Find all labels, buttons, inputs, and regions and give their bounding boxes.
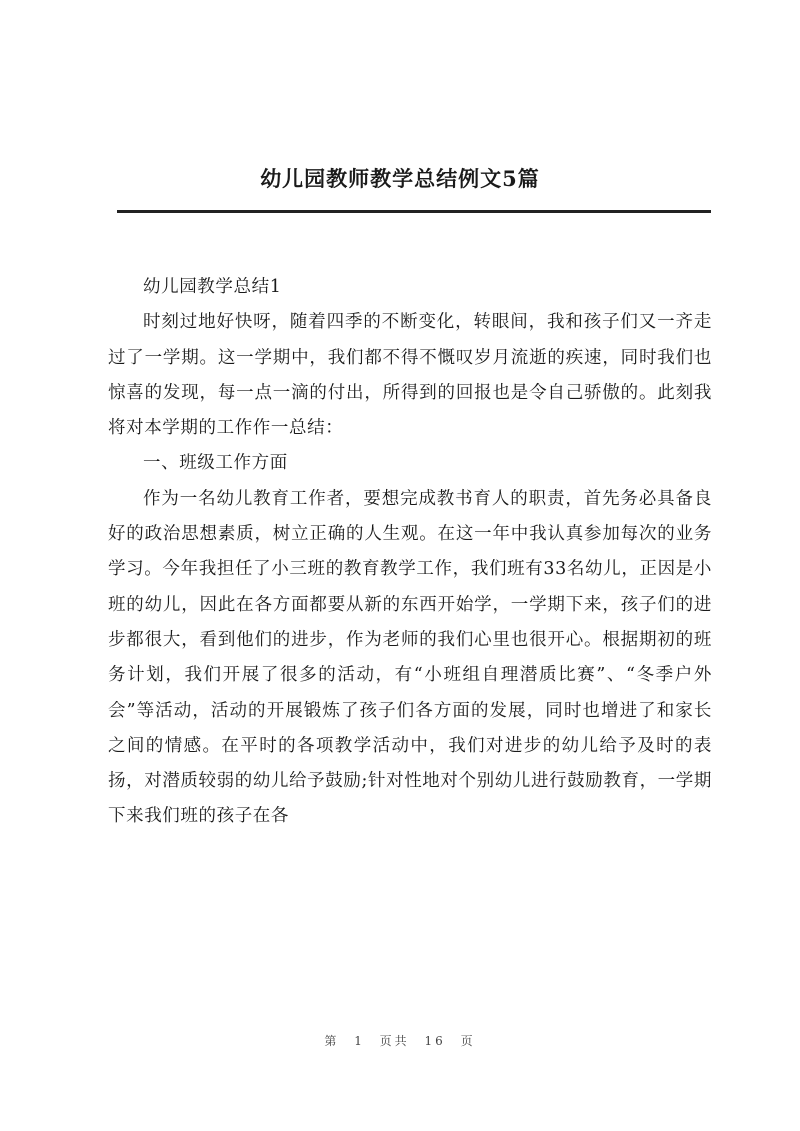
footer-current-page: 1 bbox=[354, 1034, 365, 1048]
footer-suffix: 页 bbox=[460, 1034, 476, 1048]
footer-middle: 页共 bbox=[379, 1034, 410, 1048]
footer-total-pages: 16 bbox=[424, 1034, 446, 1048]
section-heading-summary-1: 幼儿园教学总结1 bbox=[143, 277, 282, 297]
page-footer bbox=[0, 1032, 800, 1049]
class-work-paragraph: 作为一名幼儿教育工作者，要想完成教书育人的职责，首先务必具备良好的政治思想素质，树立正确的人生观。在这一年中我认真参加每次的业务学习。今年我担任了小三班的教育教学工作，我们班有33名幼儿，正因是小班的幼儿，因此在各方面都要从新的东西开始学，一学期下来，孩子们的进步都很大，看到他们的进步，作为老师的我们心里也很开心。根据期初的班务计划，我们开展了很多的活动，有“小班组自理潜质比赛”、“冬季户外会”等活动，活动的开展锻炼了孩子们各方面的发展，同时也增进了和家长之间的情感。在平时的各项教学活动中，我们对进步的幼儿给予及时的表扬，对潜质较弱的幼儿给予鼓励;针对性地对个别幼儿进行鼓励教育，一学期下来我们班的孩子在各 bbox=[108, 488, 712, 827]
intro-paragraph: 时刻过地好快呀，随着四季的不断变化，转眼间，我和孩子们又一齐走过了一学期。这一学期中，我们都不得不慨叹岁月流逝的疾速，同时我们也惊喜的发现，每一点一滴的付出，所得到的回报也是令自己骄傲的。此刻我将对本学期的工作作一总结： bbox=[108, 312, 712, 439]
title-divider bbox=[117, 210, 711, 213]
document-title: 幼儿园教师教学总结例文5篇 bbox=[260, 166, 540, 191]
section-heading-class-work: 一、班级工作方面 bbox=[143, 453, 288, 474]
document-body bbox=[108, 270, 712, 835]
footer-prefix: 第 bbox=[324, 1034, 340, 1048]
